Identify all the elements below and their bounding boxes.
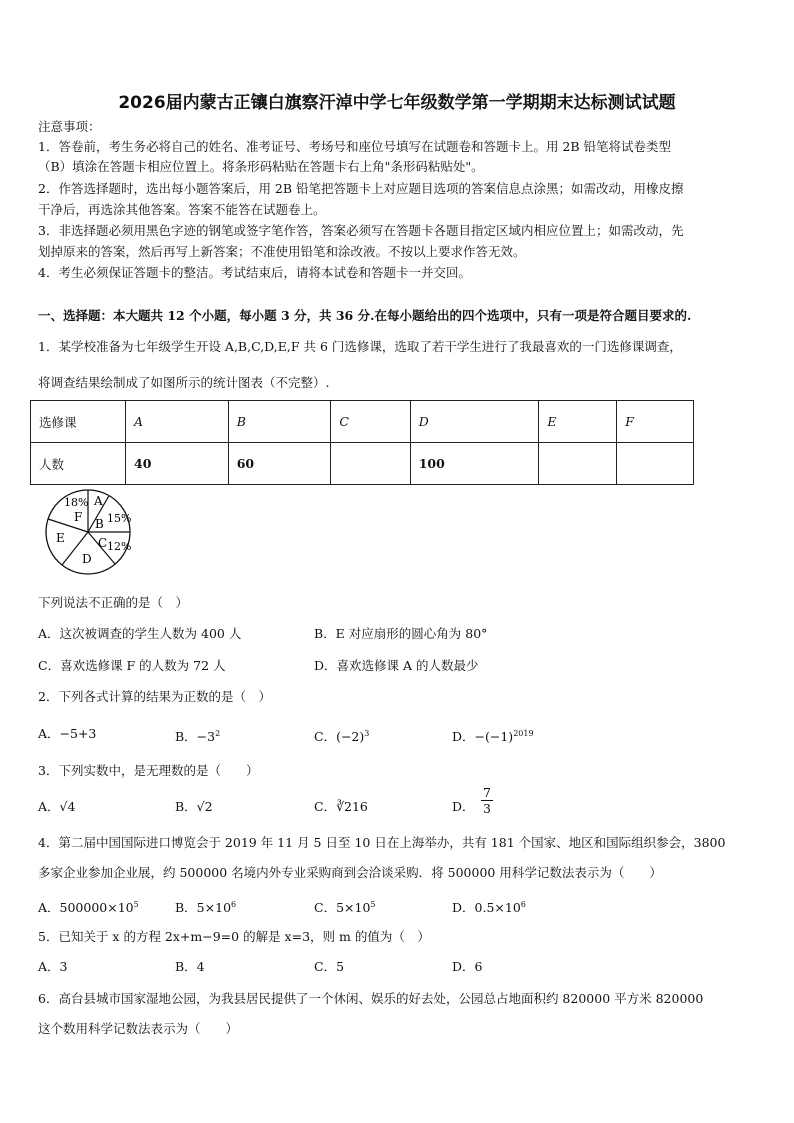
q2-b-exponent: 2	[215, 729, 221, 738]
pie-percent-c: 12%	[107, 540, 132, 553]
q3-option-b: B．√2	[175, 799, 213, 814]
q4-a-base: A．500000×10	[38, 900, 134, 916]
pie-label-e: E	[56, 531, 65, 545]
pie-chart	[40, 487, 140, 577]
section-heading: 一、选择题：本大题共 12 个小题，每小题 3 分，共 36 分.在每小题给出的四个选项中，只有一项是符合题目要求的.	[38, 308, 692, 323]
q5-option-c: C．5	[314, 959, 345, 974]
page-title: 2026届内蒙古正镶白旗察汗淖中学七年级数学第一学期期末达标测试试题	[118, 93, 676, 113]
question-1-stem-cont: 将调查结果绘制成了如图所示的统计图表（不完整）.	[38, 375, 330, 390]
pie-label-a: A	[94, 494, 103, 508]
table-cell: 40	[126, 443, 229, 485]
notice-line: 3．非选择题必须用黑色字迹的钢笔或签字笔作答，答案必须写在答题卡各题目指定区域内相应位置上；如需改动，先	[38, 223, 684, 238]
pie-label-c: C	[98, 536, 108, 550]
pie-label-d: D	[82, 552, 92, 566]
fraction-denominator: 3	[481, 800, 493, 816]
table-cell: F	[617, 401, 694, 443]
q2-d-exponent: 2019	[513, 729, 534, 738]
table-cell: 100	[410, 443, 539, 485]
q1-option-d: D．喜欢选修课 A 的人数最少	[314, 658, 479, 673]
q4-d-base: D．0.5×10	[452, 900, 521, 916]
q5-option-a: A．3	[38, 959, 68, 974]
notice-line: 1．答卷前，考生务必将自己的姓名、准考证号、考场号和座位号填写在试题卷和答题卡上。用 2B 铅笔将试卷类型	[38, 139, 672, 154]
table-row	[31, 443, 694, 485]
question-6-stem: 6．高台县城市国家湿地公园，为我县居民提供了一个休闲、娱乐的好去处，公园总占地面积约 820000 平方米 820000	[38, 991, 704, 1006]
q2-d-base: D．−(−1)	[452, 729, 514, 745]
fraction-numerator: 7	[483, 785, 491, 800]
survey-table	[30, 400, 694, 485]
question-1-stem: 1．某学校准备为七年级学生开设 A,B,C,D,E,F 共 6 门选修课，选取了若干学生进行了我最喜欢的一门选修课调查，	[38, 339, 682, 354]
pie-percent-b: 15%	[107, 512, 132, 525]
table-row	[31, 401, 694, 443]
pie-label-f: F	[74, 510, 83, 524]
q2-option-a: A．−5+3	[38, 726, 97, 741]
table-cell: 60	[228, 443, 331, 485]
pie-percent-f: 18%	[64, 496, 89, 509]
q3-option-a: A．√4	[38, 799, 76, 814]
notice-line: 2．作答选择题时，选出每小题答案后，用 2B 铅笔把答题卡上对应题目选项的答案信息点涂黑；如需改动，用橡皮擦	[38, 181, 684, 196]
q2-c-exponent: 3	[364, 729, 370, 738]
q2-option-d	[452, 725, 534, 746]
question-6-stem-cont: 这个数用科学记数法表示为（ ）	[38, 1021, 239, 1036]
notice-line: （B）填涂在答题卡相应位置上。将条形码粘贴在答题卡右上角"条形码粘贴处"。	[38, 159, 484, 174]
q3-option-c: C．∛216	[314, 799, 368, 814]
q3-option-d	[452, 785, 491, 816]
q4-option-d	[452, 896, 526, 917]
table-cell: E	[539, 401, 617, 443]
q4-b-exponent: 6	[231, 900, 237, 909]
q4-option-a	[38, 896, 139, 917]
q4-a-exponent: 5	[133, 900, 139, 909]
notice-line: 4．考生必须保证答题卡的整洁。考试结束后，请将本试卷和答题卡一并交回。	[38, 265, 471, 280]
q4-c-exponent: 5	[370, 900, 376, 909]
question-1-prompt: 下列说法不正确的是（ ）	[38, 595, 189, 610]
table-cell: A	[126, 401, 229, 443]
table-cell: D	[410, 401, 539, 443]
table-cell: B	[228, 401, 331, 443]
q4-c-base: C．5×10	[314, 900, 371, 916]
q4-option-b	[175, 896, 236, 917]
question-5-stem: 5．已知关于 x 的方程 2x+m−9=0 的解是 x=3，则 m 的值为（ ）	[38, 929, 430, 944]
question-3-stem: 3．下列实数中，是无理数的是（ ）	[38, 763, 259, 778]
table-cell: 人数	[31, 443, 126, 485]
q1-option-b: B．E 对应扇形的圆心角为 80°	[314, 626, 488, 641]
q2-option-c	[314, 725, 369, 746]
q5-option-b: B．4	[175, 959, 205, 974]
q5-option-d: D．6	[452, 959, 483, 974]
notice-line: 干净后，再选涂其他答案。答案不能答在试题卷上。	[38, 202, 326, 217]
table-cell: C	[331, 401, 410, 443]
question-4-stem: 4．第二届中国国际进口博览会于 2019 年 11 月 5 日至 10 日在上海举办，共有 181 个国家、地区和国际组织参会，3800	[38, 835, 726, 850]
q4-d-exponent: 6	[520, 900, 526, 909]
q4-b-base: B．5×10	[175, 900, 232, 916]
q2-option-b	[175, 725, 220, 746]
notice-line: 划掉原来的答案，然后再写上新答案；不准使用铅笔和涂改液。不按以上要求作答无效。	[38, 244, 526, 259]
q2-b-base: B．−3	[175, 729, 216, 745]
table-cell: 选修课	[31, 401, 126, 443]
table-cell	[539, 443, 617, 485]
pie-label-b: B	[95, 517, 104, 531]
question-2-stem: 2．下列各式计算的结果为正数的是（ ）	[38, 689, 271, 704]
table-cell	[617, 443, 694, 485]
q2-c-base: C．(−2)	[314, 729, 365, 745]
q1-option-a: A．这次被调查的学生人数为 400 人	[38, 626, 242, 641]
q4-option-c	[314, 896, 376, 917]
table-cell	[331, 443, 410, 485]
q1-option-c: C．喜欢选修课 F 的人数为 72 人	[38, 658, 226, 673]
q3-d-prefix: D．	[452, 799, 475, 814]
q3-d-fraction	[481, 785, 493, 816]
notice-heading: 注意事项：	[38, 119, 101, 134]
question-4-stem-cont: 多家企业参加企业展，约 500000 名境内外专业采购商到会洽谈采购．将 500000 用科学记数法表示为（ ）	[38, 865, 662, 880]
